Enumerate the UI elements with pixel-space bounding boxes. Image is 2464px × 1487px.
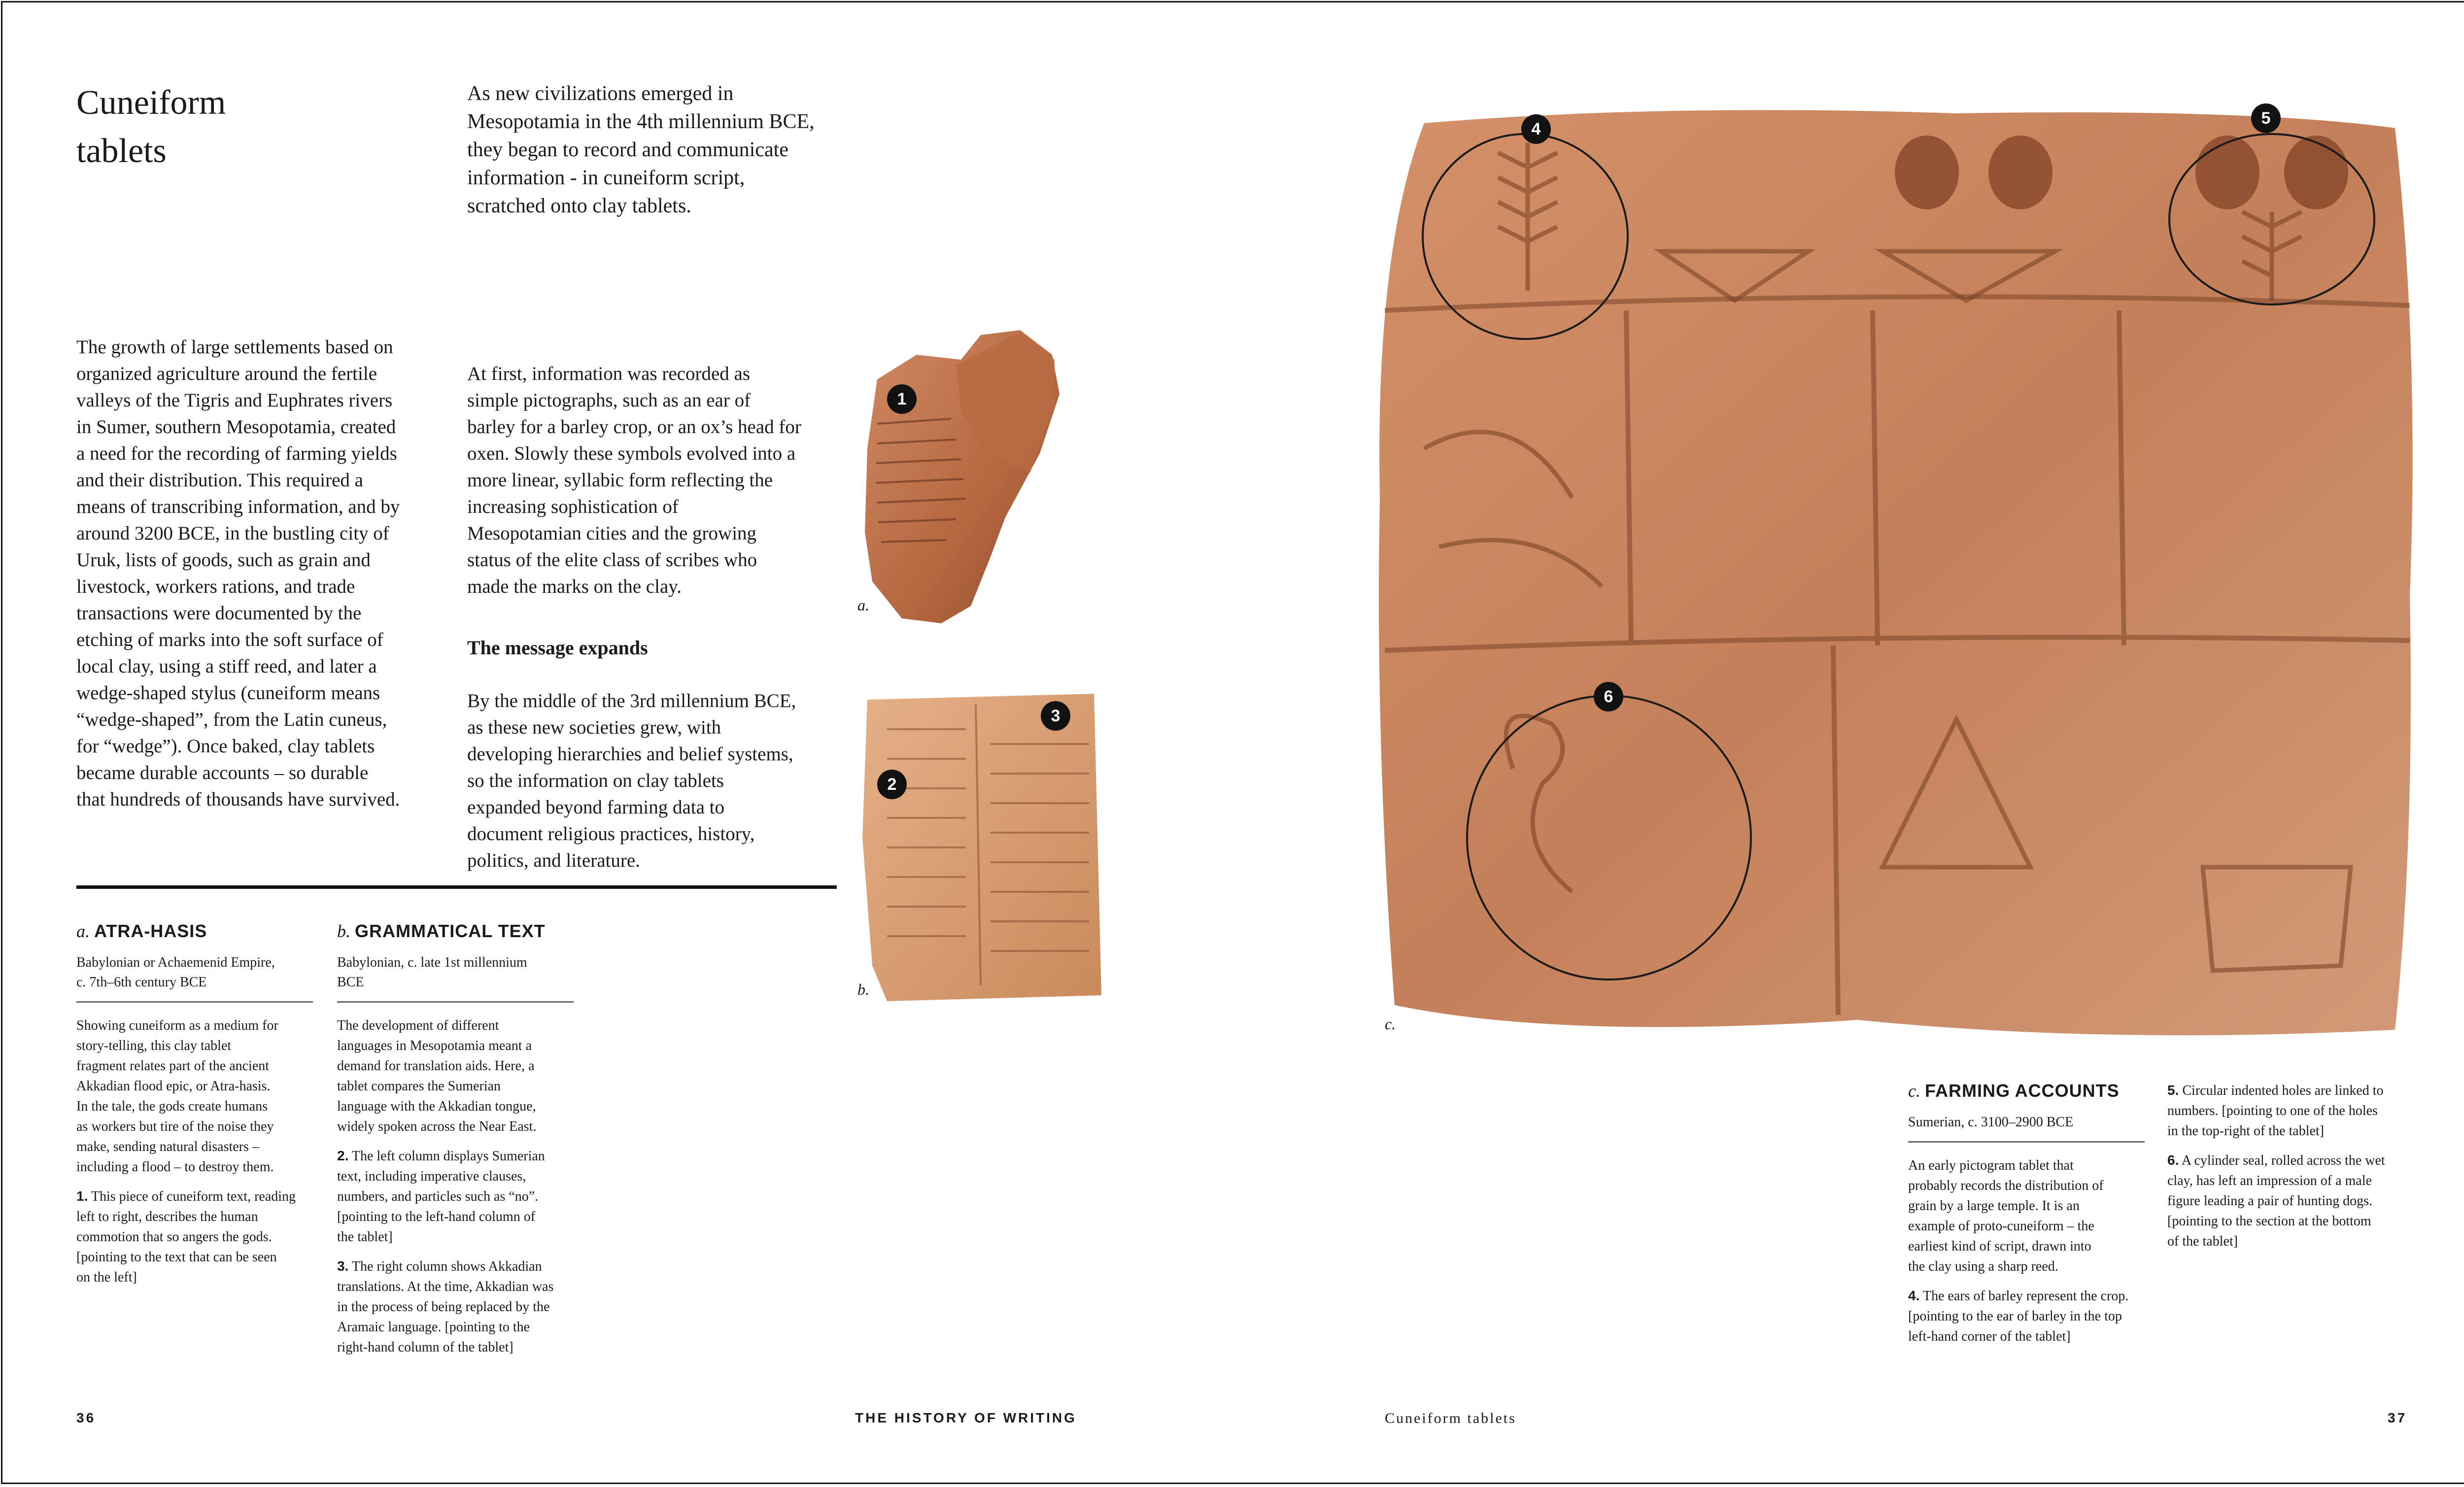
caption-letter: b. [337, 921, 350, 941]
note-text: The left column displays Sumerian text, including imperative clauses, numbers, and particles such as “no”. [pointing to the left-hand column of the tablet] [337, 1149, 545, 1245]
marker-5: 5 [2251, 103, 2281, 133]
body-column-2 [467, 334, 842, 901]
note-text: This piece of cuneiform text, reading left to right, describes the human commotion that so angers the gods. [pointing to the text that can be seen on the left] [76, 1189, 296, 1285]
caption-grammatical-text [337, 920, 574, 1357]
note-text: Circular indented holes are linked to numbers. [pointing to one of the holes in the top-right of the tablet] [2167, 1083, 2384, 1139]
tablet-b-image [857, 690, 1104, 1005]
running-head-right: Cuneiform tablets [1385, 1410, 1516, 1426]
highlight-circle-5 [2168, 133, 2375, 305]
caption-letter: c. [1908, 1081, 1920, 1101]
caption-subtitle: Babylonian or Achaemenid Empire, c. 7th–6th century BCE [76, 953, 313, 1003]
caption-note-3 [337, 1256, 574, 1357]
highlight-circle-4 [1422, 133, 1629, 340]
marker-2: 2 [877, 770, 907, 799]
caption-subtitle: Babylonian, c. late 1st millennium BCE [337, 953, 574, 1003]
note-text: A cylinder seal, rolled across the wet clay, has left an impression of a male figure leading a pair of hunting dogs. [pointing to the section at the bottom of the tablet] [2167, 1153, 2385, 1249]
image-label-a: a. [857, 596, 869, 614]
marker-4: 4 [1521, 114, 1551, 144]
page-number-left: 36 [76, 1410, 96, 1425]
caption-heading [337, 920, 574, 942]
tablet-a-image [857, 325, 1064, 626]
caption-note-6 [2167, 1150, 2414, 1251]
caption-letter: a. [76, 921, 90, 941]
section-divider [76, 885, 837, 889]
caption-name: GRAMMATICAL TEXT [355, 921, 546, 941]
note-number: 5. [2167, 1082, 2179, 1098]
intro-paragraph: As new civilizations emerged in Mesopotamia in the 4th millennium BCE, they began to record and communicate information - in cuneiform script, scratched onto clay tablets. [467, 82, 815, 217]
caption-note-1 [76, 1186, 313, 1287]
caption-atra-hasis [76, 920, 313, 1287]
highlight-circle-6 [1466, 695, 1752, 980]
page-title: Cuneiform tablets [76, 84, 226, 170]
caption-subtitle: Sumerian, c. 3100–2900 BCE [1908, 1113, 2145, 1143]
note-text: The ears of barley represent the crop. [pointing to the ear of barley in the top left-hand corner of the tablet] [1908, 1288, 2129, 1344]
note-number: 1. [76, 1188, 88, 1204]
page-number-right: 37 [2388, 1410, 2407, 1425]
caption-farming-accounts-notes [2167, 1080, 2414, 1251]
caption-heading [1908, 1080, 2145, 1102]
running-head-left: THE HISTORY OF WRITING [855, 1410, 1077, 1425]
caption-note-4 [1908, 1285, 2145, 1347]
note-number: 2. [337, 1148, 349, 1163]
note-text: The right column shows Akkadian translations. At the time, Akkadian was in the process of being replaced by the Aramaic language. [pointing to the right-hand column of the tablet] [337, 1259, 554, 1355]
marker-6: 6 [1594, 682, 1623, 711]
caption-farming-accounts [1908, 1080, 2145, 1347]
body-paragraph-1: At first, information was recorded as simple pictographs, such as an ear of barley for a barley crop, or an ox’s head for oxen. Slowly these symbols evolved into a more linear, syllabic form reflecting the increasing sophistication of Mesopotamian cities and the growing status of the elite class of scribes who made the marks on the clay. [467, 363, 801, 597]
note-number: 4. [1908, 1288, 1920, 1303]
image-label-b: b. [857, 980, 869, 998]
caption-text: Showing cuneiform as a medium for story-telling, this clay tablet fragment relates part of the ancient Akkadian flood epic, or Atra-hasis. In the tale, the gods create humans as workers but tire of the noise they make, sending natural disasters – including a flood – to destroy them. [76, 1018, 278, 1175]
caption-heading [76, 920, 313, 942]
body-column-1: The growth of large settlements based on organized agriculture around the fertile valleys of the Tigris and Euphrates rivers in Sumer, southern Mesopotamia, created a need for the recording of farming yields and their distribution. This required a means of transcribing information, and by around 3200 BCE, in the bustling city of Uruk, lists of goods, such as grain and livestock, workers rations, and trade transactions were documented by the etching of marks into the soft surface of local clay, using a stiff reed, and later a wedge-shaped stylus (cuneiform means “wedge-shaped”, from the Latin cuneus, for “wedge”). Once baked, clay tablets became durable accounts – so durable that hundreds of thousands have survived. [76, 337, 400, 810]
caption-note-5 [2167, 1080, 2414, 1141]
subheading-message-expands: The message expands [467, 637, 648, 659]
caption-name: FARMING ACCOUNTS [1924, 1081, 2120, 1101]
marker-1: 1 [887, 384, 917, 414]
caption-text: An early pictogram tablet that probably records the distribution of grain by a large temple. It is an example of proto-cuneiform – the earliest kind of script, drawn into the clay using a sharp reed. [1908, 1158, 2104, 1274]
marker-3: 3 [1041, 701, 1070, 731]
image-label-c: c. [1385, 1015, 1396, 1033]
caption-note-2 [337, 1146, 574, 1247]
note-number: 6. [2167, 1152, 2179, 1168]
caption-name: ATRA-HASIS [94, 921, 207, 941]
caption-text: The development of different languages in Mesopotamia meant a demand for translation aids. Here, a tablet compares the Sumerian language with the Akkadian tongue, widely spoken across the Near East. [337, 1018, 537, 1134]
note-number: 3. [337, 1258, 349, 1274]
body-paragraph-2: By the middle of the 3rd millennium BCE, as these new societies grew, with developing hierarchies and belief systems, so the information on clay tablets expanded beyond farming data to document religious practices, history, politics, and literature. [467, 690, 796, 871]
